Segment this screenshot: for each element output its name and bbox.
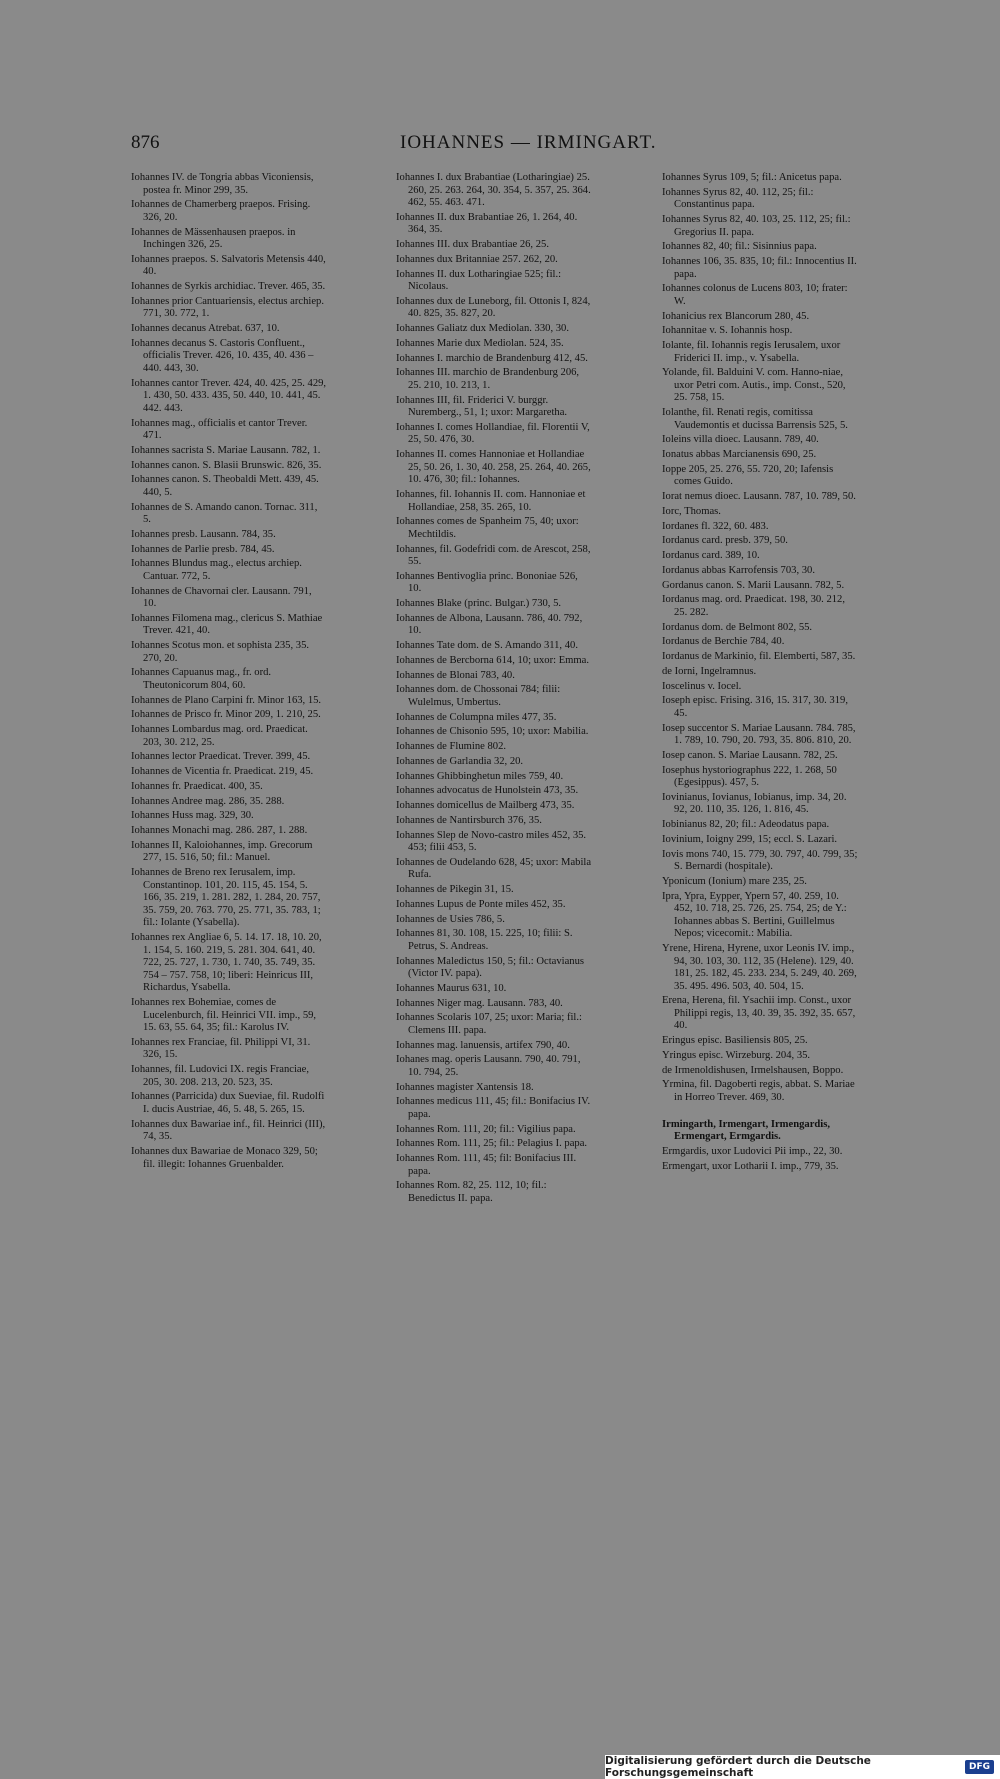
index-entry: Iolanthe, fil. Renati regis, comitissa Vaudemontis et ducissa Barrensis 525, 5. <box>662 407 848 431</box>
index-entry: Yolande, fil. Balduini V. com. Hanno-niae, uxor Petri com. Autis., imp. Const., 520, 25. 758, 15. <box>662 367 846 404</box>
index-entry: Iorc, Thomas. <box>662 505 721 517</box>
index-entry: Yrene, Hirena, Hyrene, uxor Leonis IV. imp., 94, 30. 103, 30. 112, 35 (Helene). 129, 40. 181, 25. 182, 45. 233. 234, 5. 249, 40. 269, 35. 495. 496. 503, 40. 504, 15. <box>662 943 857 992</box>
index-entry: Iolante, fil. Iohannis regis Ierusalem, uxor Friderici II. imp., v. Ysabella. <box>662 340 841 364</box>
index-entry: Erena, Herena, fil. Ysachii imp. Const., uxor Philippi regis, 13, 40. 39, 35. 392, 35. 657, 40. <box>662 995 856 1032</box>
index-entry: Iohannes Bentivoglia princ. Bononiae 526, 10. <box>396 570 578 595</box>
index-entry: Iohannes prior Cantuariensis, electus archiep. 771, 30. 772, 1. <box>131 295 324 320</box>
index-entry: Irmingarth, Irmengart, Irmengardis, Ermengart, Ermgardis. <box>662 1118 831 1143</box>
index-column-2 <box>396 172 592 1208</box>
index-entry: Iohannes Marie dux Mediolan. 524, 35. <box>396 337 564 349</box>
index-entry: Iohannes 82, 40; fil.: Sisinnius papa. <box>662 241 817 253</box>
index-entry: Iohannes de Usies 786, 5. <box>396 913 505 925</box>
index-entry: Iohannes Rom. 111, 45; fil: Bonifacius III. papa. <box>396 1153 577 1177</box>
index-entry: Iohannes Scolaris 107, 25; uxor: Maria; fil.: Clemens III. papa. <box>396 1012 582 1036</box>
index-entry: Eringus episc. Basiliensis 805, 25. <box>662 1035 808 1047</box>
index-entry: Iohannes de Chavornai cler. Lausann. 791, 10. <box>131 585 312 610</box>
index-entry: Iohannes advocatus de Hunolstein 473, 35. <box>396 785 579 797</box>
index-entry: Iovinianus, Iovianus, Iobianus, imp. 34, 20. 92, 20. 110, 35. 126, 1. 816, 45. <box>662 791 847 816</box>
index-entry: Iohannes de Columpna miles 477, 35. <box>396 711 557 723</box>
index-entry: Iohannes Slep de Novo-castro miles 452, 35. 453; filii 453, 5. <box>396 829 587 854</box>
index-entry: Iosep succentor S. Mariae Lausann. 784. 785, 1. 789, 10. 790, 20. 793, 35. 806. 810, 20. <box>662 722 856 747</box>
index-entry: Iohannes de S. Amando canon. Tornac. 311, 5. <box>131 501 318 526</box>
index-entry: Iohannes III. marchio de Brandenburg 206, 25. 210, 10. 213, 1. <box>396 367 580 391</box>
index-entry: Yrmina, fil. Dagoberti regis, abbat. S. Mariae in Horreo Trever. 469, 30. <box>662 1079 855 1103</box>
index-entry: Iohannes, fil. Ludovici IX. regis Franciae, 205, 30. 208. 213, 20. 523, 35. <box>131 1064 309 1088</box>
index-entry: Iordanes fl. 322, 60. 483. <box>662 520 769 532</box>
running-title: IOHANNES — IRMINGART. <box>400 132 657 153</box>
index-entry: Iohannes Rom. 111, 25; fil.: Pelagius I. papa. <box>396 1138 588 1150</box>
index-entry: Iohannes Blake (princ. Bulgar.) 730, 5. <box>396 598 562 610</box>
index-entry: Iohannes Huss mag. 329, 30. <box>131 810 254 822</box>
index-entry: Iohannes de Albona, Lausann. 786, 40. 792, 10. <box>396 612 583 637</box>
index-entry: Iohannes mag. lanuensis, artifex 790, 40. <box>396 1039 570 1051</box>
index-entry: Iohannes comes de Spanheim 75, 40; uxor: Mechtildis. <box>396 516 579 540</box>
index-entry: Iohannes praepos. S. Salvatoris Metensis 440, 40. <box>131 253 326 278</box>
index-entry: de Irmenoldishusen, Irmelshausen, Boppo. <box>662 1064 844 1076</box>
index-entry: Yponicum (Ionium) mare 235, 25. <box>662 875 807 887</box>
index-entry: Iohannes de Mässenhausen praepos. in Inchingen 326, 25. <box>131 226 296 251</box>
index-entry: Iohannes de Nantirsburch 376, 35. <box>396 814 542 826</box>
index-entry: de Iorni, Ingelramnus. <box>662 665 757 677</box>
index-entry: Iohannes dux Bawariae de Monaco 329, 50; fil. illegit: Iohannes Gruenbalder. <box>131 1145 318 1170</box>
index-entry: Iohannes Maledictus 150, 5; fil.: Octavianus (Victor IV. papa). <box>396 955 584 980</box>
index-entry: Ioleins villa dioec. Lausann. 789, 40. <box>662 434 819 446</box>
index-entry: Iordanus card. 389, 10. <box>662 550 760 562</box>
index-entry: Iobinianus 82, 20; fil.: Adeodatus papa. <box>662 819 830 831</box>
index-entry: Iohannes, fil. Iohannis II. com. Hannoniae et Hollandiae, 258, 35. 265, 10. <box>396 489 586 513</box>
index-entry: Iohannes canon. S. Blasii Brunswic. 826, 35. <box>131 459 322 471</box>
index-entry: Yringus episc. Wirzeburg. 204, 35. <box>662 1049 811 1061</box>
index-entry: Iohannes Monachi mag. 286. 287, 1. 288. <box>131 825 308 837</box>
index-entry: Iohannes de Prisco fr. Minor 209, 1. 210, 25. <box>131 709 321 721</box>
index-entry: Iohannes de Pikegin 31, 15. <box>396 884 514 896</box>
index-entry: Iordanus de Markinio, fil. Elemberti, 587, 35. <box>662 651 856 663</box>
index-entry: Iosephus hystoriographus 222, 1. 268, 50 (Egesippus). 457, 5. <box>662 764 837 789</box>
index-entry: Iohannes magister Xantensis 18. <box>396 1081 534 1093</box>
index-entry: Iohannes dux Britanniae 257. 262, 20. <box>396 253 558 265</box>
index-entry: Iohannes Galiatz dux Mediolan. 330, 30. <box>396 323 569 335</box>
index-entry: Iohanicius rex Blancorum 280, 45. <box>662 310 810 322</box>
index-entry: Iohannes dom. de Chossonai 784; filii: Wulelmus, Umbertus. <box>396 684 561 708</box>
index-entry: Iohannes de Blonai 783, 40. <box>396 669 515 681</box>
index-column-1 <box>131 172 327 1173</box>
index-entry: Ioseph episc. Frising. 316, 15. 317, 30. 319, 45. <box>662 695 848 719</box>
index-entry: Iohannes mag., officialis et cantor Trever. 471. <box>131 417 308 442</box>
index-entry: Iohannes presb. Lausann. 784, 35. <box>131 528 276 540</box>
index-entry: Iohannes Lupus de Ponte miles 452, 35. <box>396 898 566 910</box>
index-entry: Iohannes Rom. 82, 25. 112, 10; fil.: Benedictus II. papa. <box>396 1180 547 1204</box>
index-entry: Iohannes cantor Trever. 424, 40. 425, 25. 429, 1. 430, 50. 433. 435, 50. 440, 10. 441, 45. 442. 443. <box>131 377 327 414</box>
index-entry: Iordanus card. presb. 379, 50. <box>662 535 788 547</box>
index-entry: Iohannes colonus de Lucens 803, 10; frater: W. <box>662 283 848 307</box>
index-entry: Iohannes medicus 111, 45; fil.: Bonifacius IV. papa. <box>396 1096 591 1120</box>
index-entry: Iordanus mag. ord. Praedicat. 198, 30. 212, 25. 282. <box>662 594 845 618</box>
index-entry: Ionatus abbas Marcianensis 690, 25. <box>662 449 817 461</box>
index-entry: Iohanes mag. operis Lausann. 790, 40. 791, 10. 794, 25. <box>396 1054 581 1078</box>
index-column-3 <box>662 172 858 1175</box>
index-entry: Iohannes II. comes Hannoniae et Hollandiae 25, 50. 26, 1. 30, 40. 258, 25. 264, 40. 265, 10. 476, 30; fil.: Iohannes. <box>396 449 591 486</box>
index-entry: Iohannes Blundus mag., electus archiep. Cantuar. 772, 5. <box>131 558 302 582</box>
index-entry: Iohannes lector Praedicat. Trever. 399, 45. <box>131 751 311 763</box>
index-entry: Iohannes Rom. 111, 20; fil.: Vigilius papa. <box>396 1123 576 1135</box>
index-entry: Iohannes IV. de Tongria abbas Viconiensis, postea fr. Minor 299, 35. <box>131 172 314 196</box>
index-entry: Iohannes Andree mag. 286, 35. 288. <box>131 795 285 807</box>
index-entry: Iordanus dom. de Belmont 802, 55. <box>662 621 813 633</box>
index-entry: Iohannes (Parricida) dux Sueviae, fil. Rudolfi I. ducis Austriae, 46, 5. 48, 5. 265, 15. <box>131 1091 325 1115</box>
index-entry: Iohannes Syrus 82, 40. 112, 25; fil.: Constantinus papa. <box>662 186 814 211</box>
index-entry: Iohannes decanus S. Castoris Confluent., officialis Trever. 426, 10. 435, 40. 436 – 440. 443, 30. <box>131 337 314 374</box>
index-entry: Iohannes de Chamerberg praepos. Frising. 326, 20. <box>131 199 311 223</box>
index-entry: Iohannes III, fil. Friderici V. burggr. Nuremberg., 51, 1; uxor: Margaretha. <box>396 394 568 419</box>
index-entry: Iohannes de Garlandia 32, 20. <box>396 755 524 767</box>
index-entry: Iohannes rex Bohemiae, comes de Lucelenburch, fil. Heinrici VII. imp., 59, 15. 63, 55. 64, 35; fil.: Karolus IV. <box>131 997 317 1034</box>
index-entry: Iohannes II. dux Lotharingiae 525; fil.: Nicolaus. <box>396 268 562 293</box>
footer-credit: Digitalisierung gefördert durch die Deutsche Forschungsgemeinschaft <box>605 1755 871 1779</box>
index-entry: Ermgardis, uxor Ludovici Pii imp., 22, 30. <box>662 1145 843 1157</box>
index-entry: Gordanus canon. S. Marii Lausann. 782, 5. <box>662 579 845 591</box>
index-entry: Iohannes 106, 35. 835, 10; fil.: Innocentius II. papa. <box>662 256 857 280</box>
index-entry: Iohannes rex Angliae 6, 5. 14. 17. 18, 10. 20, 1. 154, 5. 160. 219, 5. 281. 304. 641, 40. 722, 25. 727, 1. 730, 1. 740, 35. 749, 35. 754 – 757. 758, 10; liberi: Heinricus III, Richardus, Ysabella. <box>131 932 322 994</box>
index-entry: Iorat nemus dioec. Lausann. 787, 10. 789, 50. <box>662 491 856 503</box>
index-entry: Iohannes sacrista S. Mariae Lausann. 782, 1. <box>131 444 321 456</box>
index-entry: Iohannes de Parlie presb. 784, 45. <box>131 543 275 555</box>
index-entry: Iohannes III. dux Brabantiae 26, 25. <box>396 239 549 251</box>
index-entry: Iosep canon. S. Mariae Lausann. 782, 25. <box>662 749 838 761</box>
index-entry: Iohannes Tate dom. de S. Amando 311, 40. <box>396 640 578 652</box>
index-entry: Ipra, Ypra, Eypper, Ypern 57, 40. 259, 10. 452, 10. 718, 25. 726, 25. 754, 25; de Y.: Iohannes abbas S. Bertini, Guillelmus Nepos; vicecomit.: Mabilia. <box>662 890 847 940</box>
index-entry: Iohannes Niger mag. Lausann. 783, 40. <box>396 997 563 1009</box>
index-entry: Iohannes de Breno rex Ierusalem, imp. Constantinop. 101, 20. 115, 45. 154, 5. 166, 35. 219, 1. 281. 282, 1. 284, 20. 757, 35. 759, 20. 763. 770, 25. 771, 35. 783, 1; fil.: Iolante (Ysabella). <box>131 867 321 929</box>
index-entry: Iohannes I. dux Brabantiae (Lotharingiae) 25. 260, 25. 263. 264, 30. 354, 5. 357, 25. 364. 462, 55. 463. 471. <box>396 172 591 209</box>
index-entry: Iohannes Lombardus mag. ord. Praedicat. 203, 30. 212, 25. <box>131 724 308 748</box>
index-entry: Iohannes domicellus de Mailberg 473, 35. <box>396 800 575 812</box>
index-entry: Iohannes Ghibbinghetun miles 759, 40. <box>396 770 564 782</box>
page-number: 876 <box>131 132 160 153</box>
index-entry: Ioscelinus v. Iocel. <box>662 680 742 692</box>
index-entry: Iohannes fr. Praedicat. 400, 35. <box>131 780 263 792</box>
index-entry: Iohannes Filomena mag., clericus S. Mathiae Trever. 421, 40. <box>131 612 323 637</box>
index-entry: Iovinium, Ioigny 299, 15; eccl. S. Lazari. <box>662 833 838 845</box>
index-entry: Ermengart, uxor Lotharii I. imp., 779, 35. <box>662 1160 839 1172</box>
index-entry: Iohannes II. dux Brabantiae 26, 1. 264, 40. 364, 35. <box>396 211 578 236</box>
index-entry: Iohannes de Vicentia fr. Praedicat. 219, 45. <box>131 766 314 778</box>
index-entry: Iohannes canon. S. Theobaldi Mett. 439, 45. 440, 5. <box>131 474 319 498</box>
index-entry: Iohannes I. marchio de Brandenburg 412, 45. <box>396 352 588 364</box>
index-entry: Iohannes 81, 30. 108, 15. 225, 10; filii: S. Petrus, S. Andreas. <box>396 928 573 952</box>
index-entry: Iohannes Capuanus mag., fr. ord. Theutonicorum 804, 60. <box>131 667 272 691</box>
index-entry: Iohannes de Plano Carpini fr. Minor 163, 15. <box>131 694 322 706</box>
index-entry: Ioppe 205, 25. 276, 55. 720, 20; Iafensis comes Guido. <box>662 463 834 488</box>
index-entry: Iordanus de Berchie 784, 40. <box>662 636 785 648</box>
index-entry: Iohannes dux Bawariae inf., fil. Heinrici (III), 74, 35. <box>131 1118 326 1143</box>
index-entry: Iohannes Syrus 109, 5; fil.: Anicetus papa. <box>662 172 842 183</box>
index-entry: Iohannes II, Kaloiohannes, imp. Grecorum 277, 15. 516, 50; fil.: Manuel. <box>131 839 313 864</box>
index-entry: Iohannes de Syrkis archidiac. Trever. 465, 35. <box>131 281 326 293</box>
index-entry: Iohannes de Chisonio 595, 10; uxor: Mabilia. <box>396 726 589 738</box>
index-entry: Iohannes de Oudelando 628, 45; uxor: Mabila Rufa. <box>396 856 592 881</box>
index-entry: Iohannes I. comes Hollandiae, fil. Florentii V, 25, 50. 476, 30. <box>396 421 590 446</box>
index-entry: Iohannes decanus Atrebat. 637, 10. <box>131 323 280 335</box>
index-entry: Iohannes Syrus 82, 40. 103, 25. 112, 25; fil.: Gregorius II. papa. <box>662 214 851 238</box>
index-entry: Iohannes de Flumine 802. <box>396 741 507 753</box>
index-entry: Iohannes Maurus 631, 10. <box>396 982 507 994</box>
index-entry: Iovis mons 740, 15. 779, 30. 797, 40. 799, 35; S. Bernardi (hospitale). <box>662 848 858 873</box>
index-entry: Iohannitae v. S. Iohannis hosp. <box>662 325 793 337</box>
index-entry: Iohannes Scotus mon. et sophista 235, 35. 270, 20. <box>131 640 310 664</box>
index-entry: Iohannes rex Franciae, fil. Philippi VI, 31. 326, 15. <box>131 1036 311 1061</box>
footer-bar <box>605 1755 1000 1779</box>
index-entry: Iohannes dux de Luneborg, fil. Ottonis I, 824, 40. 825, 35. 827, 20. <box>396 295 591 320</box>
dfg-logo: DFG <box>965 1760 994 1774</box>
index-entry: Iordanus abbas Karrofensis 703, 30. <box>662 564 815 576</box>
index-entry: Iohannes, fil. Godefridi com. de Arescot, 258, 55. <box>396 543 591 568</box>
index-entry: Iohannes de Bercborna 614, 10; uxor: Emma. <box>396 654 589 666</box>
